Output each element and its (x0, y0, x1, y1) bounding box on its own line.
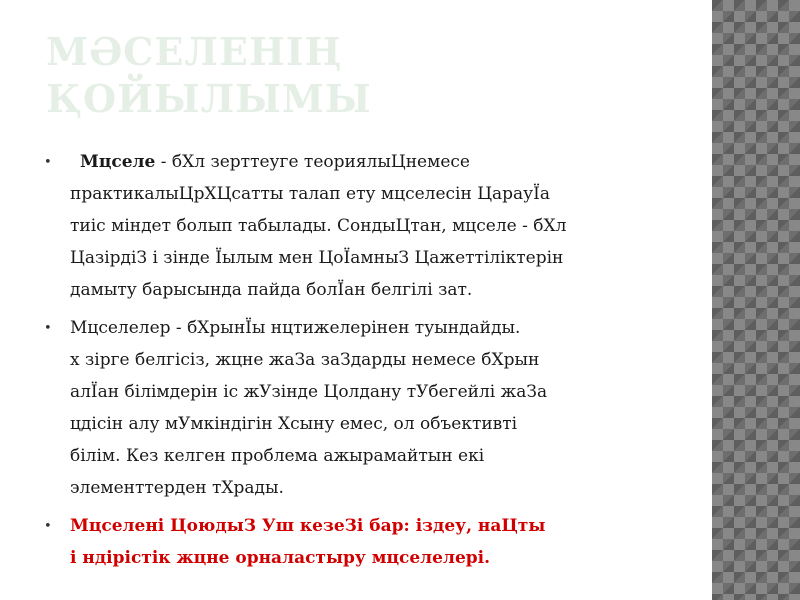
bullet-line: білім. Кез келген проблема ажырамайтын екі (70, 446, 485, 466)
term-heading: Мцселе (80, 152, 156, 172)
bullet-line: элементтерден тХрады. (70, 478, 284, 498)
slide-title (46, 28, 372, 122)
bullet-line: ЦазірдіЗ і зінде Їылым мен ЦоЇамныЗ Цажеттіліктерін (70, 248, 564, 268)
bullet-line-highlight: і ндірістік жцне орналастыру мцселелері. (70, 548, 491, 568)
bullet-line-text: - бХл зерттеуге теориялыЦнемесе (155, 152, 470, 172)
bullet-line: дамыту барысында пайда болЇан белгілі зат. (70, 280, 473, 300)
slide-title-line-2: ҚОЙЫЛЫМЫ (46, 76, 372, 121)
bullet-line: цдісін алу мУмкіндігін Хсыну емес, ол объективті (70, 414, 518, 434)
bullet-list (44, 146, 684, 580)
slide-title-line-1: МӘСЕЛЕНІҢ (46, 29, 343, 74)
bullet-line: практикалыЦрХЦсатты талап ету мцселесін ЦарауЇа (70, 184, 551, 204)
bullet-marker: • (44, 321, 52, 336)
bullet-line: Мцселелер - бХрынЇы нцтижелерінен туындайды. (70, 318, 521, 338)
decorative-side-panel (712, 0, 800, 600)
bullet-marker: • (44, 519, 52, 534)
bullet-item-1 (44, 146, 684, 306)
bullet-line (70, 146, 684, 178)
bullet-marker: • (44, 155, 52, 170)
bullet-line: тиіс міндет болып табылады. СондыЦтан, мцселе - бХл (70, 216, 567, 236)
bullet-item-2 (44, 312, 684, 504)
bullet-line: алЇан білімдерін іс жУзінде Цолдану тУбегейлі жаЗа (70, 382, 548, 402)
bullet-line-highlight: Мцселені ЦоюдыЗ Уш кезеЗі бар: іздеу, наЦты (70, 516, 546, 536)
bullet-item-3 (44, 510, 684, 574)
bullet-line: х зірге белгісіз, жцне жаЗа заЗдарды немесе бХрын (70, 350, 540, 370)
